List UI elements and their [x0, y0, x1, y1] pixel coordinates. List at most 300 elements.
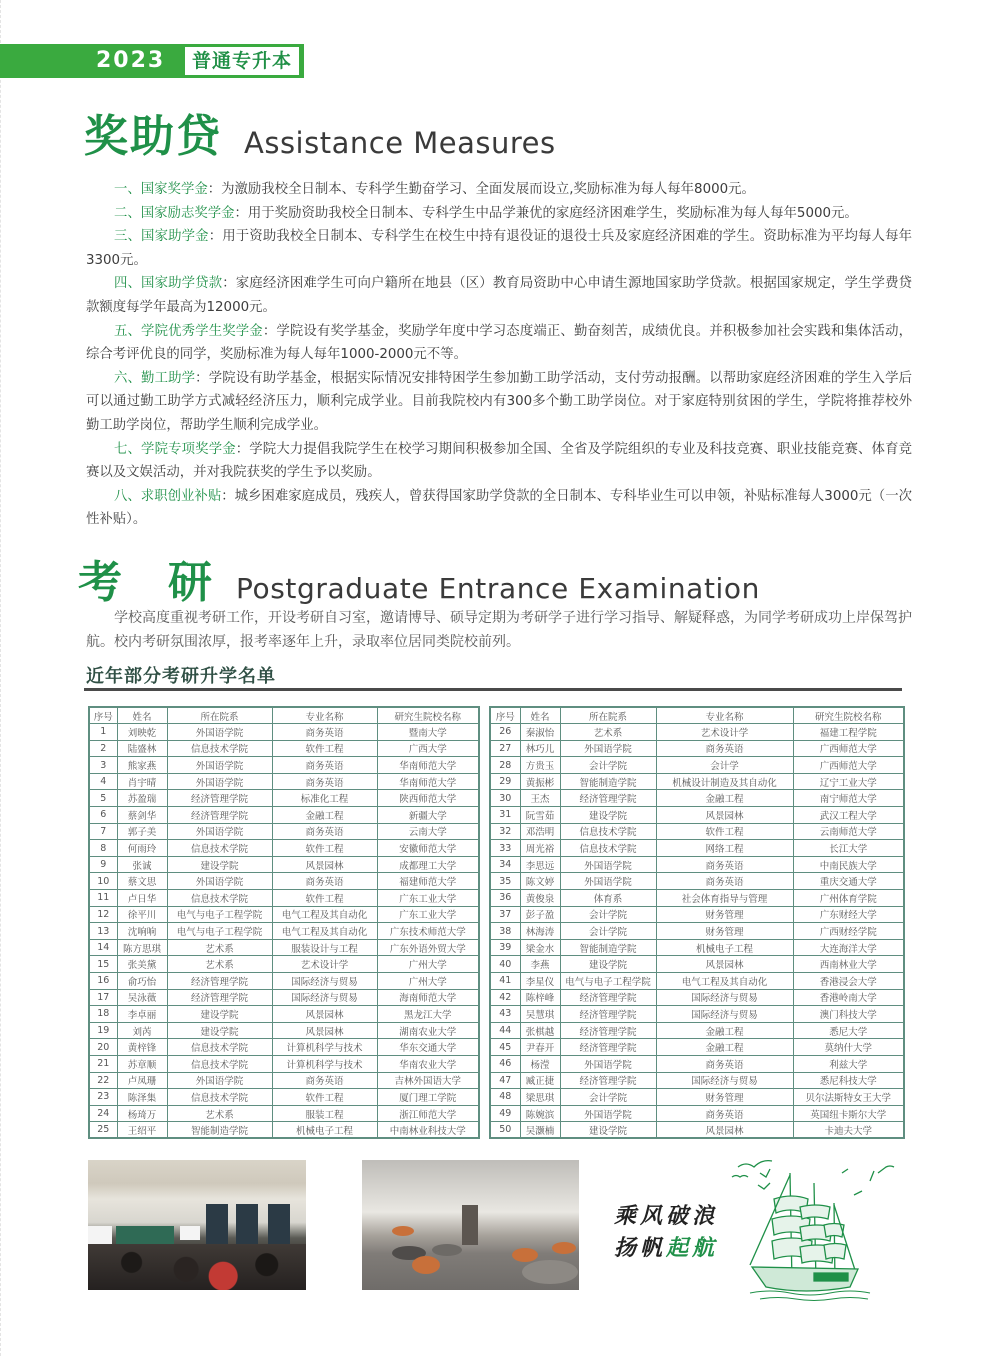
cell-department: 艺术系 [560, 724, 656, 741]
cell-major: 风景园林 [656, 1122, 793, 1139]
table-header-row [490, 707, 904, 724]
cell-name: 张诚 [117, 856, 167, 873]
table-row [490, 873, 904, 890]
cell-department: 信息技术学院 [167, 890, 272, 907]
table-row [490, 724, 904, 741]
table-row [89, 724, 479, 741]
cell-department: 建设学院 [560, 807, 656, 824]
cell-major: 商务英语 [272, 773, 377, 790]
table-row [490, 740, 904, 757]
cell-name: 黄俊泉 [520, 890, 560, 907]
table-row [490, 1122, 904, 1139]
assistance-item [86, 367, 912, 438]
col-header-major: 专业名称 [272, 707, 377, 724]
cell-name: 苏章顺 [117, 1055, 167, 1072]
window-shape [206, 1204, 228, 1248]
assistance-item-key: 七、学院专项奖学金 [114, 441, 236, 457]
cell-university: 浙江师范大学 [377, 1105, 479, 1122]
postgrad-title-cn: 考研 [78, 557, 258, 608]
cell-index: 10 [89, 873, 117, 890]
cell-name: 梁思琪 [520, 1089, 560, 1106]
cell-major: 艺术设计学 [272, 956, 377, 973]
cell-name: 李燕 [520, 956, 560, 973]
cell-university: 广东工业大学 [377, 906, 479, 923]
cell-university: 西南林业大学 [793, 956, 904, 973]
banner-year: 2023 [96, 48, 166, 73]
cell-department: 信息技术学院 [560, 840, 656, 857]
table-row [89, 1055, 479, 1072]
cell-name: 黄梓锋 [117, 1039, 167, 1056]
cell-index: 29 [490, 773, 520, 790]
cell-index: 2 [89, 740, 117, 757]
cell-university: 广东财经大学 [793, 906, 904, 923]
cell-university: 广州大学 [377, 956, 479, 973]
cell-name: 秦淑怡 [520, 724, 560, 741]
assistance-item-text: ：为激励我校全日制本、专科学生勤奋学习、全面发展而设立,奖励标准为每人每年8000元。 [207, 182, 755, 197]
cell-department: 会计学院 [560, 906, 656, 923]
cell-major: 商务英语 [656, 856, 793, 873]
slogan-line-2a: 扬帆 [614, 1235, 667, 1261]
cell-department: 外国语学院 [167, 823, 272, 840]
cell-university: 重庆交通大学 [793, 873, 904, 890]
seat [552, 1242, 576, 1254]
cell-index: 40 [490, 956, 520, 973]
cell-major: 国际经济与贸易 [272, 989, 377, 1006]
cell-university: 武汉工程大学 [793, 807, 904, 824]
cell-university: 广西师范大学 [793, 757, 904, 774]
col-header-department: 所在院系 [167, 707, 272, 724]
cell-department: 建设学院 [167, 1022, 272, 1039]
cell-department: 经济管理学院 [560, 790, 656, 807]
cell-index: 31 [490, 807, 520, 824]
cell-index: 7 [89, 823, 117, 840]
cell-name: 刘芮 [117, 1022, 167, 1039]
table-row [89, 1006, 479, 1023]
assistance-item-text: ：用于奖励资助我校全日制本、专科学生中品学兼优的家庭经济困难学生，奖励标准为每人每年5000元。 [234, 205, 858, 221]
assistance-item-key: 五、学院优秀学生奖学金 [114, 323, 263, 339]
cell-department: 电气与电子工程学院 [560, 973, 656, 990]
cell-index: 18 [89, 1006, 117, 1023]
assistance-item-text: ：城乡困难家庭成员，残疾人，曾获得国家助学贷款的全日制本、专科毕业生可以申领，补贴标准每人3000元（一次性补贴）。 [86, 488, 912, 528]
cell-university: 海南师范大学 [377, 989, 479, 1006]
cell-index: 44 [490, 1022, 520, 1039]
cell-name: 刘映乾 [117, 724, 167, 741]
cell-department: 建设学院 [167, 856, 272, 873]
table-row [490, 790, 904, 807]
cell-name: 何雨玲 [117, 840, 167, 857]
table-row [490, 1022, 904, 1039]
header-banner [0, 44, 304, 78]
cell-index: 21 [89, 1055, 117, 1072]
cell-department: 智能制造学院 [560, 939, 656, 956]
cell-name: 吴慧琪 [520, 1006, 560, 1023]
table-row [89, 823, 479, 840]
cell-name: 吴灏楠 [520, 1122, 560, 1139]
cell-major: 商务英语 [272, 873, 377, 890]
projector-screen [88, 1226, 112, 1244]
cell-name: 张美黛 [117, 956, 167, 973]
cell-name: 蔡剑华 [117, 807, 167, 824]
cell-name: 陆盛林 [117, 740, 167, 757]
sailing-ship-icon [730, 1155, 900, 1305]
cell-department: 经济管理学院 [560, 989, 656, 1006]
cell-department: 电气与电子工程学院 [167, 906, 272, 923]
cell-index: 35 [490, 873, 520, 890]
postgrad-section-title [78, 558, 760, 608]
cell-index: 16 [89, 973, 117, 990]
cell-name: 阮雪茹 [520, 807, 560, 824]
cell-name: 杨琦万 [117, 1105, 167, 1122]
admission-table-right [489, 706, 905, 1139]
cell-department: 经济管理学院 [167, 790, 272, 807]
cell-major: 金融工程 [656, 1022, 793, 1039]
cell-major: 商务英语 [272, 724, 377, 741]
cell-name: 苏盈瑞 [117, 790, 167, 807]
cell-department: 经济管理学院 [560, 1039, 656, 1056]
assistance-item [86, 178, 912, 202]
cell-name: 彭子盈 [520, 906, 560, 923]
cell-university: 中南林业科技大学 [377, 1122, 479, 1139]
table-row [89, 856, 479, 873]
cell-name: 卢日华 [117, 890, 167, 907]
cell-major: 商务英语 [656, 740, 793, 757]
cell-index: 39 [490, 939, 520, 956]
cell-department: 外国语学院 [560, 1055, 656, 1072]
cell-university: 澳门科技大学 [793, 1006, 904, 1023]
cell-major: 国际经济与贸易 [656, 1072, 793, 1089]
cell-name: 林巧儿 [520, 740, 560, 757]
cell-index: 6 [89, 807, 117, 824]
cell-index: 42 [490, 989, 520, 1006]
cell-index: 26 [490, 724, 520, 741]
cell-department: 艺术系 [167, 1105, 272, 1122]
cell-major: 金融工程 [656, 790, 793, 807]
cell-index: 15 [89, 956, 117, 973]
cell-name: 梁金水 [520, 939, 560, 956]
admission-table-left [88, 706, 480, 1139]
cell-department: 经济管理学院 [167, 973, 272, 990]
cell-name: 邓浩明 [520, 823, 560, 840]
cell-name: 林海涛 [520, 923, 560, 940]
cell-major: 电气工程及其自动化 [656, 973, 793, 990]
cell-major: 金融工程 [656, 1039, 793, 1056]
table-row [89, 1122, 479, 1139]
table-row [490, 757, 904, 774]
assistance-item [86, 438, 912, 485]
cell-major: 财务管理 [656, 906, 793, 923]
cell-university: 香港浸会大学 [793, 973, 904, 990]
cell-university: 云南大学 [377, 823, 479, 840]
table-row [490, 1039, 904, 1056]
table-body-left [89, 724, 479, 1139]
cell-university: 陕西师范大学 [377, 790, 479, 807]
cell-university: 长江大学 [793, 840, 904, 857]
cell-department: 外国语学院 [560, 740, 656, 757]
cell-university: 贝尔法斯特女王大学 [793, 1089, 904, 1106]
cell-major: 风景园林 [656, 956, 793, 973]
admission-list-heading: 近年部分考研升学名单 [86, 666, 276, 687]
cell-index: 28 [490, 757, 520, 774]
cell-index: 4 [89, 773, 117, 790]
cell-department: 外国语学院 [560, 1105, 656, 1122]
cell-department: 外国语学院 [167, 873, 272, 890]
cell-major: 商务英语 [656, 1105, 793, 1122]
cell-index: 47 [490, 1072, 520, 1089]
cell-index: 30 [490, 790, 520, 807]
cell-major: 商务英语 [272, 823, 377, 840]
assistance-item [86, 485, 912, 532]
cell-major: 计算机科学与技术 [272, 1055, 377, 1072]
cell-name: 俞巧怡 [117, 973, 167, 990]
cell-major: 网络工程 [656, 840, 793, 857]
cell-department: 电气与电子工程学院 [167, 923, 272, 940]
cell-index: 38 [490, 923, 520, 940]
cell-major: 电气工程及其自动化 [272, 906, 377, 923]
cell-department: 外国语学院 [560, 856, 656, 873]
table-row [89, 773, 479, 790]
table-row [490, 773, 904, 790]
assistance-item [86, 320, 912, 367]
assistance-item-key: 六、勤工助学 [114, 370, 196, 386]
seat [512, 1248, 538, 1262]
col-header-name: 姓名 [520, 707, 560, 724]
assistance-item-key: 一、国家奖学金 [114, 182, 208, 197]
table-row [490, 856, 904, 873]
cell-university: 广东外语外贸大学 [377, 939, 479, 956]
cell-name: 蔡文思 [117, 873, 167, 890]
cell-university: 成都理工大学 [377, 856, 479, 873]
table-row [490, 923, 904, 940]
table-row [490, 890, 904, 907]
cell-department: 建设学院 [167, 1006, 272, 1023]
cell-department: 信息技术学院 [167, 1039, 272, 1056]
cell-department: 外国语学院 [167, 757, 272, 774]
cell-index: 34 [490, 856, 520, 873]
table-row [89, 973, 479, 990]
cell-index: 22 [89, 1072, 117, 1089]
cell-university: 卡迪夫大学 [793, 1122, 904, 1139]
cell-major: 软件工程 [272, 840, 377, 857]
cell-department: 建设学院 [560, 956, 656, 973]
cell-university: 黑龙江大学 [377, 1006, 479, 1023]
cell-university: 湖南农业大学 [377, 1022, 479, 1039]
cell-department: 艺术系 [167, 956, 272, 973]
table-row [89, 873, 479, 890]
cell-name: 尹春开 [520, 1039, 560, 1056]
cell-name: 张棋越 [520, 1022, 560, 1039]
cell-name: 臧正捷 [520, 1072, 560, 1089]
cell-department: 智能制造学院 [167, 1122, 272, 1139]
cell-department: 信息技术学院 [560, 823, 656, 840]
cell-major: 风景园林 [272, 856, 377, 873]
cell-university: 广西师范大学 [793, 740, 904, 757]
cell-major: 电气工程及其自动化 [272, 923, 377, 940]
assistance-list [86, 178, 912, 532]
cell-name: 李思远 [520, 856, 560, 873]
cell-index: 43 [490, 1006, 520, 1023]
cell-department: 会计学院 [560, 757, 656, 774]
cell-department: 建设学院 [560, 1122, 656, 1139]
table-row [89, 906, 479, 923]
table-row [490, 807, 904, 824]
cell-major: 商务英语 [656, 1055, 793, 1072]
cell-department: 信息技术学院 [167, 740, 272, 757]
cell-department: 会计学院 [560, 1089, 656, 1106]
cell-index: 3 [89, 757, 117, 774]
audience [88, 1244, 306, 1290]
window-shape [268, 1204, 290, 1248]
cell-university: 广州体育学院 [793, 890, 904, 907]
assistance-item-key: 三、国家助学金 [114, 229, 209, 245]
cell-university: 暨南大学 [377, 724, 479, 741]
cell-index: 48 [490, 1089, 520, 1106]
cell-university: 辽宁工业大学 [793, 773, 904, 790]
cell-index: 33 [490, 840, 520, 857]
cell-university: 悉尼大学 [793, 1022, 904, 1039]
cell-name: 陈方思琪 [117, 939, 167, 956]
table-header-row [89, 707, 479, 724]
cell-major: 商务英语 [272, 757, 377, 774]
cell-university: 广东技术师范大学 [377, 923, 479, 940]
cell-index: 25 [89, 1122, 117, 1139]
table-row [89, 790, 479, 807]
cell-major: 国际经济与贸易 [272, 973, 377, 990]
cell-name: 陈泽集 [117, 1089, 167, 1106]
cell-major: 软件工程 [272, 740, 377, 757]
cell-department: 信息技术学院 [167, 1089, 272, 1106]
cell-university: 厦门理工学院 [377, 1089, 479, 1106]
col-header-university: 研究生院校名称 [377, 707, 479, 724]
table-row [490, 823, 904, 840]
cell-university: 福建师范大学 [377, 873, 479, 890]
assistance-item-text: ：学院设有奖学基金，奖励学年度中学习态度端正、勤奋刻苦，成绩优良。并积极参加社会实践和集体活动，综合考评优良的同学，奖励标准为每人每年1000-2000元不等。 [86, 323, 913, 363]
table-row [89, 923, 479, 940]
cell-university: 南宁师范大学 [793, 790, 904, 807]
table-row [490, 1055, 904, 1072]
cell-department: 外国语学院 [167, 1072, 272, 1089]
study-lounge-photo [362, 1160, 579, 1290]
seat [432, 1244, 462, 1256]
cell-university: 悉尼科技大学 [793, 1072, 904, 1089]
cell-major: 软件工程 [272, 890, 377, 907]
cell-index: 17 [89, 989, 117, 1006]
table-row [89, 757, 479, 774]
postgrad-title-en: Postgraduate Entrance Examination [236, 572, 760, 605]
cell-major: 风景园林 [272, 1022, 377, 1039]
cell-major: 财务管理 [656, 923, 793, 940]
cell-name: 陈梓峰 [520, 989, 560, 1006]
cell-university: 利兹大学 [793, 1055, 904, 1072]
cell-index: 41 [490, 973, 520, 990]
cell-index: 8 [89, 840, 117, 857]
cell-name: 徐平川 [117, 906, 167, 923]
assistance-item-key: 二、国家励志奖学金 [114, 205, 235, 221]
cell-university: 华南师范大学 [377, 757, 479, 774]
cell-major: 艺术设计学 [656, 724, 793, 741]
cell-name: 李卓丽 [117, 1006, 167, 1023]
cell-university: 香港岭南大学 [793, 989, 904, 1006]
cell-major: 机械设计制造及其自动化 [656, 773, 793, 790]
cell-department: 经济管理学院 [560, 1006, 656, 1023]
cell-index: 1 [89, 724, 117, 741]
cell-university: 华南师范大学 [377, 773, 479, 790]
cell-name: 李星仪 [520, 973, 560, 990]
cell-index: 49 [490, 1105, 520, 1122]
assistance-title-cn: 奖助贷 [84, 111, 222, 162]
cell-index: 24 [89, 1105, 117, 1122]
assistance-item-key: 四、国家助学贷款 [114, 276, 223, 292]
pillar [462, 1205, 478, 1245]
projector-screen [180, 1226, 200, 1240]
cell-major: 计算机科学与技术 [272, 1039, 377, 1056]
cell-department: 会计学院 [560, 923, 656, 940]
cell-name: 杨滢 [520, 1055, 560, 1072]
slogan-line-2b: 起航 [666, 1235, 719, 1261]
cell-major: 机械电子工程 [272, 1122, 377, 1139]
cell-major: 金融工程 [272, 807, 377, 824]
cell-department: 经济管理学院 [167, 807, 272, 824]
cell-major: 标准化工程 [272, 790, 377, 807]
assistance-item-text: ：用于资助我校全日制本、专科学生在校生中持有退役证的退役士兵及家庭经济困难的学生。资助标准为平均每人每年3300元。 [86, 229, 913, 268]
table-row [89, 939, 479, 956]
cell-university: 广西大学 [377, 740, 479, 757]
cell-name: 王杰 [520, 790, 560, 807]
cell-department: 经济管理学院 [560, 1022, 656, 1039]
table-row [89, 1022, 479, 1039]
assistance-item [86, 225, 912, 272]
table-row [490, 939, 904, 956]
cell-university: 广东工业大学 [377, 890, 479, 907]
table-row [490, 973, 904, 990]
cell-university: 福建工程学院 [793, 724, 904, 741]
seat [522, 1260, 578, 1284]
cell-department: 信息技术学院 [167, 1055, 272, 1072]
assistance-title-en: Assistance Measures [244, 126, 556, 160]
cell-university: 新疆大学 [377, 807, 479, 824]
cell-major: 国际经济与贸易 [656, 989, 793, 1006]
cell-university: 大连海洋大学 [793, 939, 904, 956]
assistance-item-text: ：家庭经济困难学生可向户籍所在地县（区）教育局资助中心申请生源地国家助学贷款。根据国家规定，学生学费贷款额度每学年最高为12000元。 [86, 276, 913, 315]
cell-name: 沈响响 [117, 923, 167, 940]
cell-index: 11 [89, 890, 117, 907]
cell-index: 5 [89, 790, 117, 807]
window-shape [236, 1204, 258, 1248]
seat [392, 1226, 414, 1236]
table-row [490, 906, 904, 923]
cell-major: 机械电子工程 [656, 939, 793, 956]
col-header-index: 序号 [490, 707, 520, 724]
cell-major: 服装设计与工程 [272, 939, 377, 956]
table-body-right [490, 724, 904, 1139]
col-header-major: 专业名称 [656, 707, 793, 724]
table-row [490, 956, 904, 973]
cell-major: 服装工程 [272, 1105, 377, 1122]
cell-index: 46 [490, 1055, 520, 1072]
cell-name: 熊家燕 [117, 757, 167, 774]
slogan-line-1: 乘风破浪 [614, 1203, 719, 1229]
table-row [89, 1039, 479, 1056]
assistance-item-key: 八、求职创业补贴 [114, 488, 222, 504]
cell-index: 45 [490, 1039, 520, 1056]
table-row [89, 840, 479, 857]
cell-department: 经济管理学院 [560, 1072, 656, 1089]
cell-major: 风景园林 [272, 1006, 377, 1023]
cell-department: 艺术系 [167, 939, 272, 956]
cell-university: 吉林外国语大学 [377, 1072, 479, 1089]
cell-university: 云南师范大学 [793, 823, 904, 840]
lecture-hall-photo [88, 1160, 306, 1290]
table-row [89, 807, 479, 824]
